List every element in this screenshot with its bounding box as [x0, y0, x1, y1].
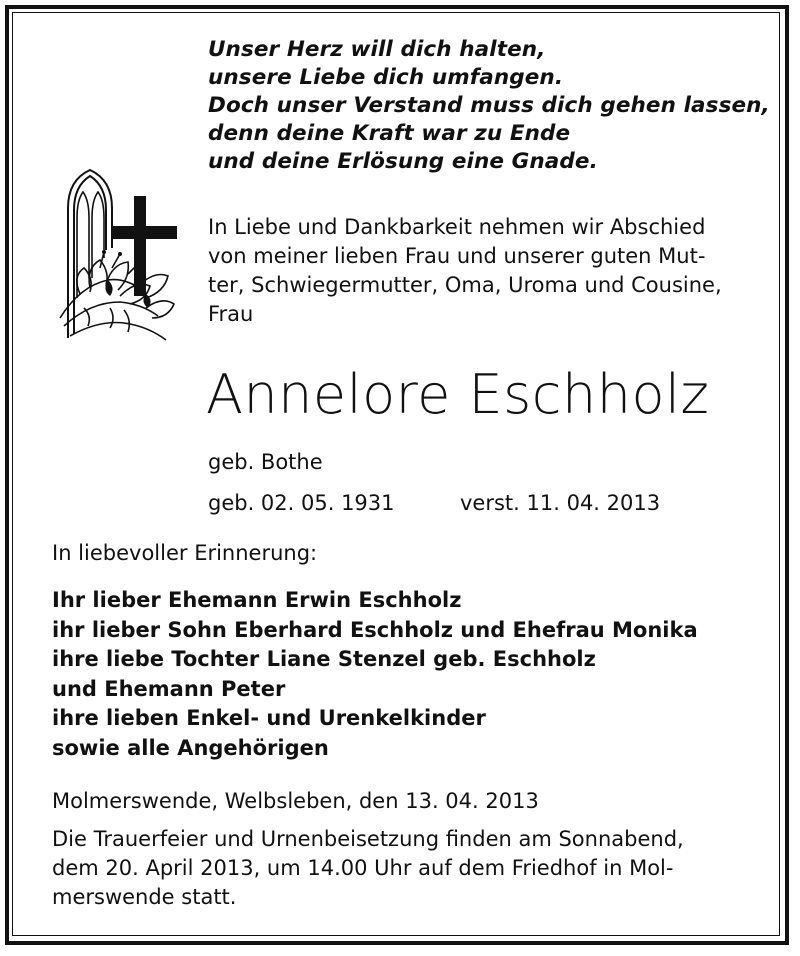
- intro-line: ter, Schwiegermutter, Oma, Uroma und Cousine,: [208, 273, 722, 297]
- cross-with-lilies-and-window-icon: [50, 168, 185, 346]
- poem-line: und deine Erlösung eine Gnade.: [208, 149, 598, 174]
- poem-line: denn deine Kraft war zu Ende: [208, 121, 571, 146]
- deceased-name: Annelore Eschholz: [206, 363, 710, 426]
- service-line: merswende statt.: [52, 885, 237, 909]
- poem-line: Doch unser Verstand muss dich gehen lassen,: [208, 93, 770, 118]
- poem-line: unsere Liebe dich umfangen.: [208, 65, 564, 90]
- family-line: und Ehemann Peter: [52, 676, 286, 701]
- poem-line: Unser Herz will dich halten,: [208, 37, 546, 62]
- maiden-name: geb. Bothe: [208, 450, 323, 474]
- memory-label: In liebevoller Erinnerung:: [52, 541, 318, 565]
- family-line: ihre lieben Enkel- und Urenkelkinder: [52, 706, 486, 730]
- family-line: ihr lieber Sohn Eberhard Eschholz und Ehefrau Monika: [52, 617, 698, 642]
- death-date: verst. 11. 04. 2013: [460, 491, 661, 515]
- family-list: [52, 586, 698, 763]
- funeral-service-info: [52, 825, 684, 912]
- service-line: dem 20. April 2013, um 14.00 Uhr auf dem Friedhof in Mol-: [52, 856, 674, 880]
- family-line: sowie alle Angehörigen: [52, 735, 329, 760]
- intro-line: Frau: [208, 302, 254, 326]
- farewell-intro: [208, 213, 748, 329]
- family-line: ihre liebe Tochter Liane Stenzel geb. Eschholz: [52, 647, 596, 671]
- poem: [208, 36, 770, 176]
- life-dates: [208, 491, 661, 515]
- birth-date: geb. 02. 05. 1931: [208, 491, 395, 515]
- place-and-date: Molmerswende, Welbsleben, den 13. 04. 2013: [52, 789, 539, 813]
- intro-line: von meiner lieben Frau und unserer guten Mut-: [208, 244, 706, 268]
- family-line: Ihr lieber Ehemann Erwin Eschholz: [52, 588, 462, 612]
- service-line: Die Trauerfeier und Urnenbeisetzung finden am Sonnabend,: [52, 827, 684, 851]
- intro-line: In Liebe und Dankbarkeit nehmen wir Abschied: [208, 215, 706, 239]
